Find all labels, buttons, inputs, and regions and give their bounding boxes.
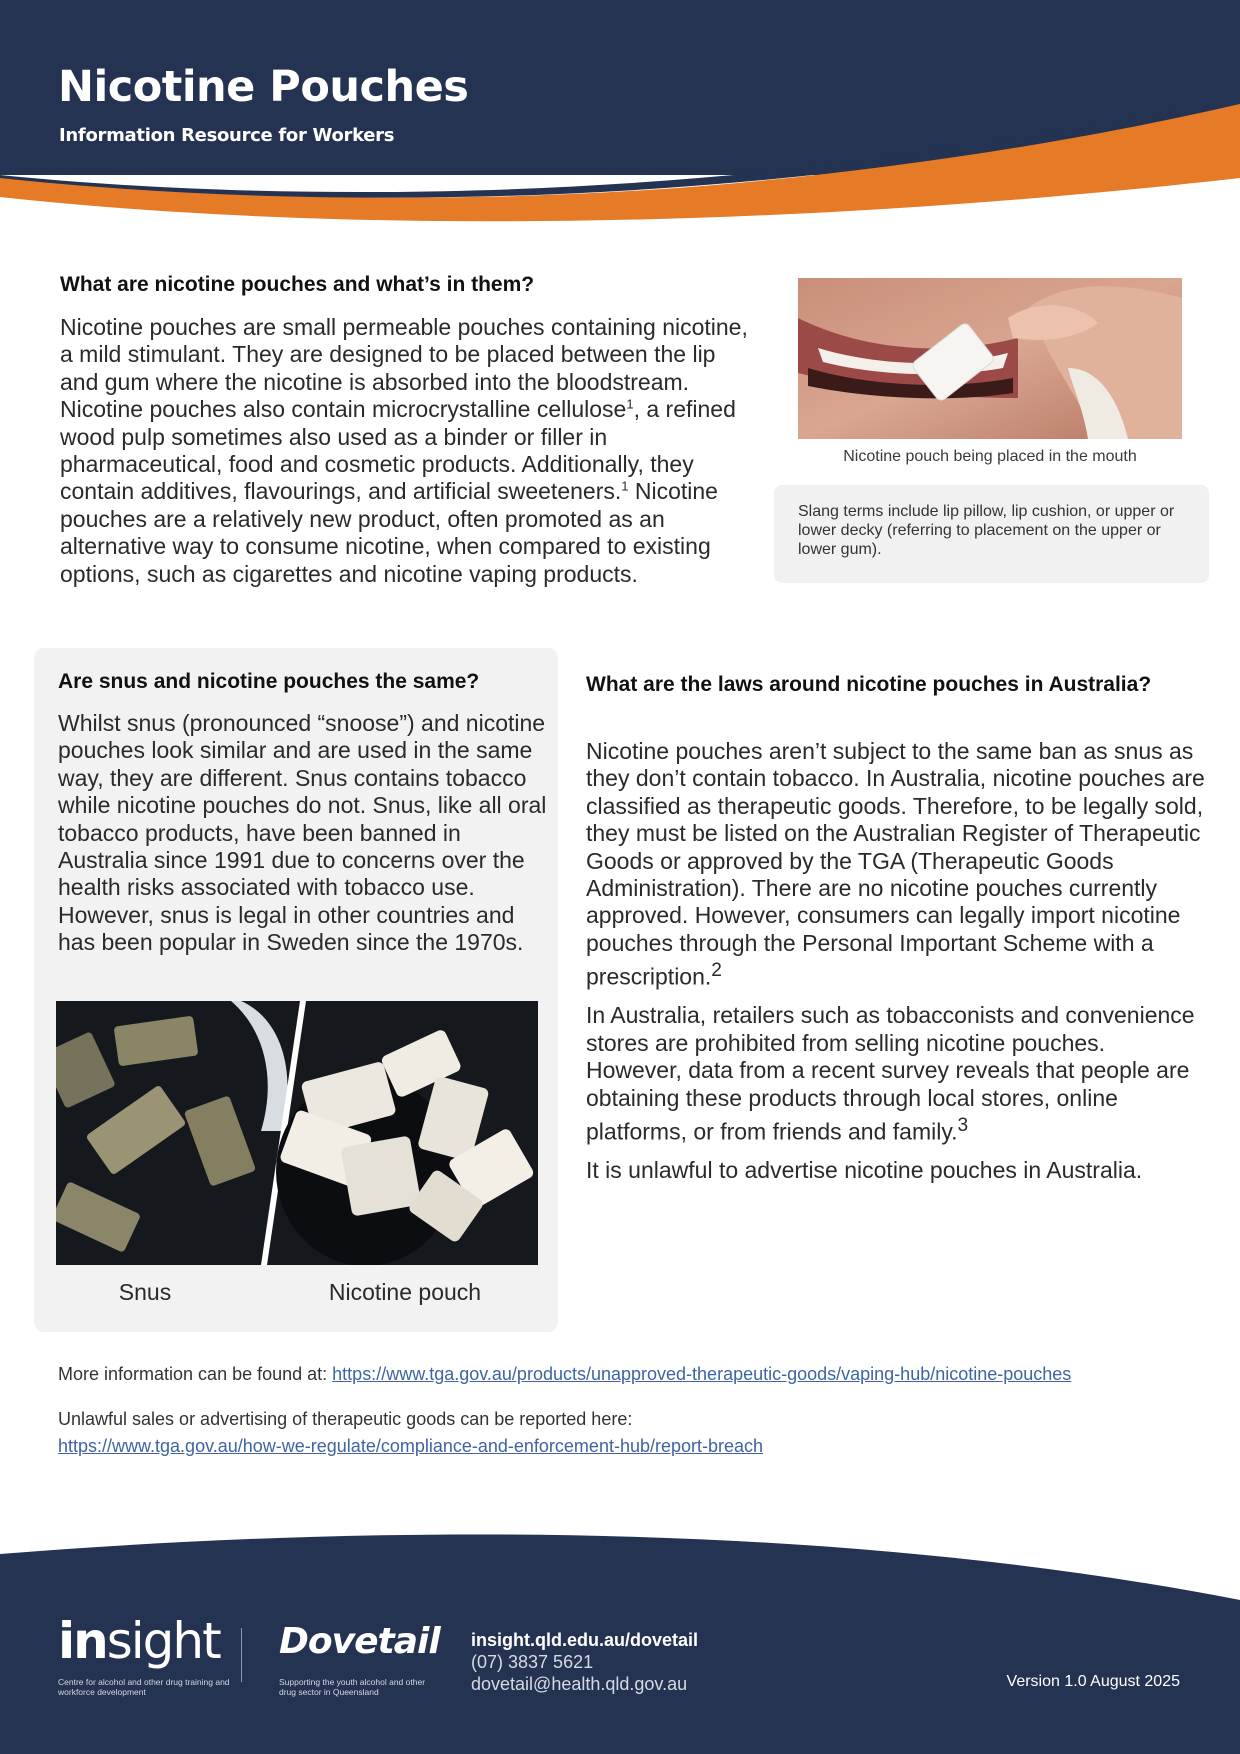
section-body-laws — [586, 738, 1206, 1195]
laws-paragraph: Nicotine pouches aren’t subject to the same ban as snus as they don’t contain tobacco. In Australia, nicotine pouches are classified as therapeutic goods. Therefore, to be legally sold, they must be listed on the Australian Register of Therapeutic Goods or approved by the TGA (Therapeutic Goods Administration). There are no nicotine pouches currently approved. However, consumers can legally import nicotine pouches through the Personal Important Scheme with a prescription.$^2$ — [586, 738, 1205, 990]
caption-snus: Snus — [118, 1279, 172, 1305]
laws-paragraph: In Australia, retailers such as tobacconists and convenience stores are prohibited from selling nicotine pouches. However, data from a recent survey reveals that people are obtaining these products through local stores, online platforms, or from friends and family.$^3$ — [586, 1002, 1195, 1145]
insight-tagline: Centre for alcohol and other drug training and workforce development — [58, 1677, 230, 1697]
logo-divider — [241, 1628, 242, 1682]
photo-caption-mouth: Nicotine pouch being placed in the mouth — [843, 448, 1137, 465]
caption-nicotine-pouch: Nicotine pouch — [328, 1279, 482, 1305]
more-info-line — [58, 1364, 1071, 1385]
mouth-pouch-photo — [798, 278, 1182, 439]
snus-vs-pouch-photo — [56, 1001, 538, 1265]
footnote-ref: 1 — [621, 478, 629, 494]
header-banner-graphic — [0, 0, 1240, 240]
report-breach-link[interactable]: https://www.tga.gov.au/how-we-regulate/compliance-and-enforcement-hub/report-breach — [58, 1436, 764, 1456]
more-info-link[interactable]: https://www.tga.gov.au/products/unapproved-therapeutic-goods/vaping-hub/nicotine-pouches — [332, 1364, 1072, 1384]
footnote-ref: 1 — [626, 396, 634, 412]
slang-terms-callout: Slang terms include lip pillow, lip cushion, or upper or lower decky (referring to placement on the upper or lower gum). — [774, 485, 1209, 583]
dovetail-tagline: Supporting the youth alcohol and other drug sector in Queensland — [279, 1677, 426, 1697]
contact-phone: (07) 3837 5621 — [471, 1652, 594, 1672]
section-body-snus: Whilst snus (pronounced “snoose”) and nicotine pouches look similar and are used in the same way, they are different. Snus contains tobacco while nicotine pouches do not. Snus, like all oral tobacco products, have been banned in Australia since 1991 due to concerns over the health risks associated with tobacco use. However, snus is legal in other countries and has been popular in Sweden since the 1970s. — [58, 710, 547, 956]
dovetail-logo: Dovetail — [279, 1621, 440, 1662]
footnote-ref: 2 — [711, 960, 722, 982]
section-heading-what: What are nicotine pouches and what’s in them? — [60, 273, 535, 296]
section-heading-snus: Are snus and nicotine pouches the same? — [58, 670, 480, 693]
laws-paragraph: It is unlawful to advertise nicotine pouches in Australia. — [586, 1157, 1143, 1183]
version-label: Version 1.0 August 2025 — [1006, 1673, 1180, 1690]
page-header — [0, 0, 1240, 240]
section-heading-laws: What are the laws around nicotine pouches in Australia? — [586, 673, 1152, 696]
insight-logo: insight — [58, 1612, 220, 1670]
page-title: Nicotine Pouches — [58, 62, 469, 112]
page-subtitle: Information Resource for Workers — [59, 125, 395, 146]
more-info-label: More information can be found at: — [58, 1364, 333, 1384]
section-body-what: Nicotine pouches are small permeable pouches containing nicotine, a mild stimulant. They are designed to be placed between the lip and gum where the nicotine is absorbed into the bloodstream. Nicotine pouches also contain microcrystalline cellulose$^1$, a refined wood pulp sometimes also used as a binder or filler in pharmaceutical, food and cosmetic products. Additionally, they contain additives, flavourings, and artificial sweeteners.$^1$ Nicotine pouches are a relatively new product, often promoted as an alternative way to consume nicotine, when compared to existing options, such as cigarettes and nicotine vaping products. — [60, 314, 748, 587]
footnote-ref: 3 — [957, 1114, 969, 1136]
contact-email[interactable]: dovetail@health.qld.gov.au — [471, 1674, 688, 1694]
report-label: Unlawful sales or advertising of therapeutic goods can be reported here: — [58, 1409, 633, 1429]
contact-website[interactable]: insight.qld.edu.au/dovetail — [471, 1630, 699, 1650]
